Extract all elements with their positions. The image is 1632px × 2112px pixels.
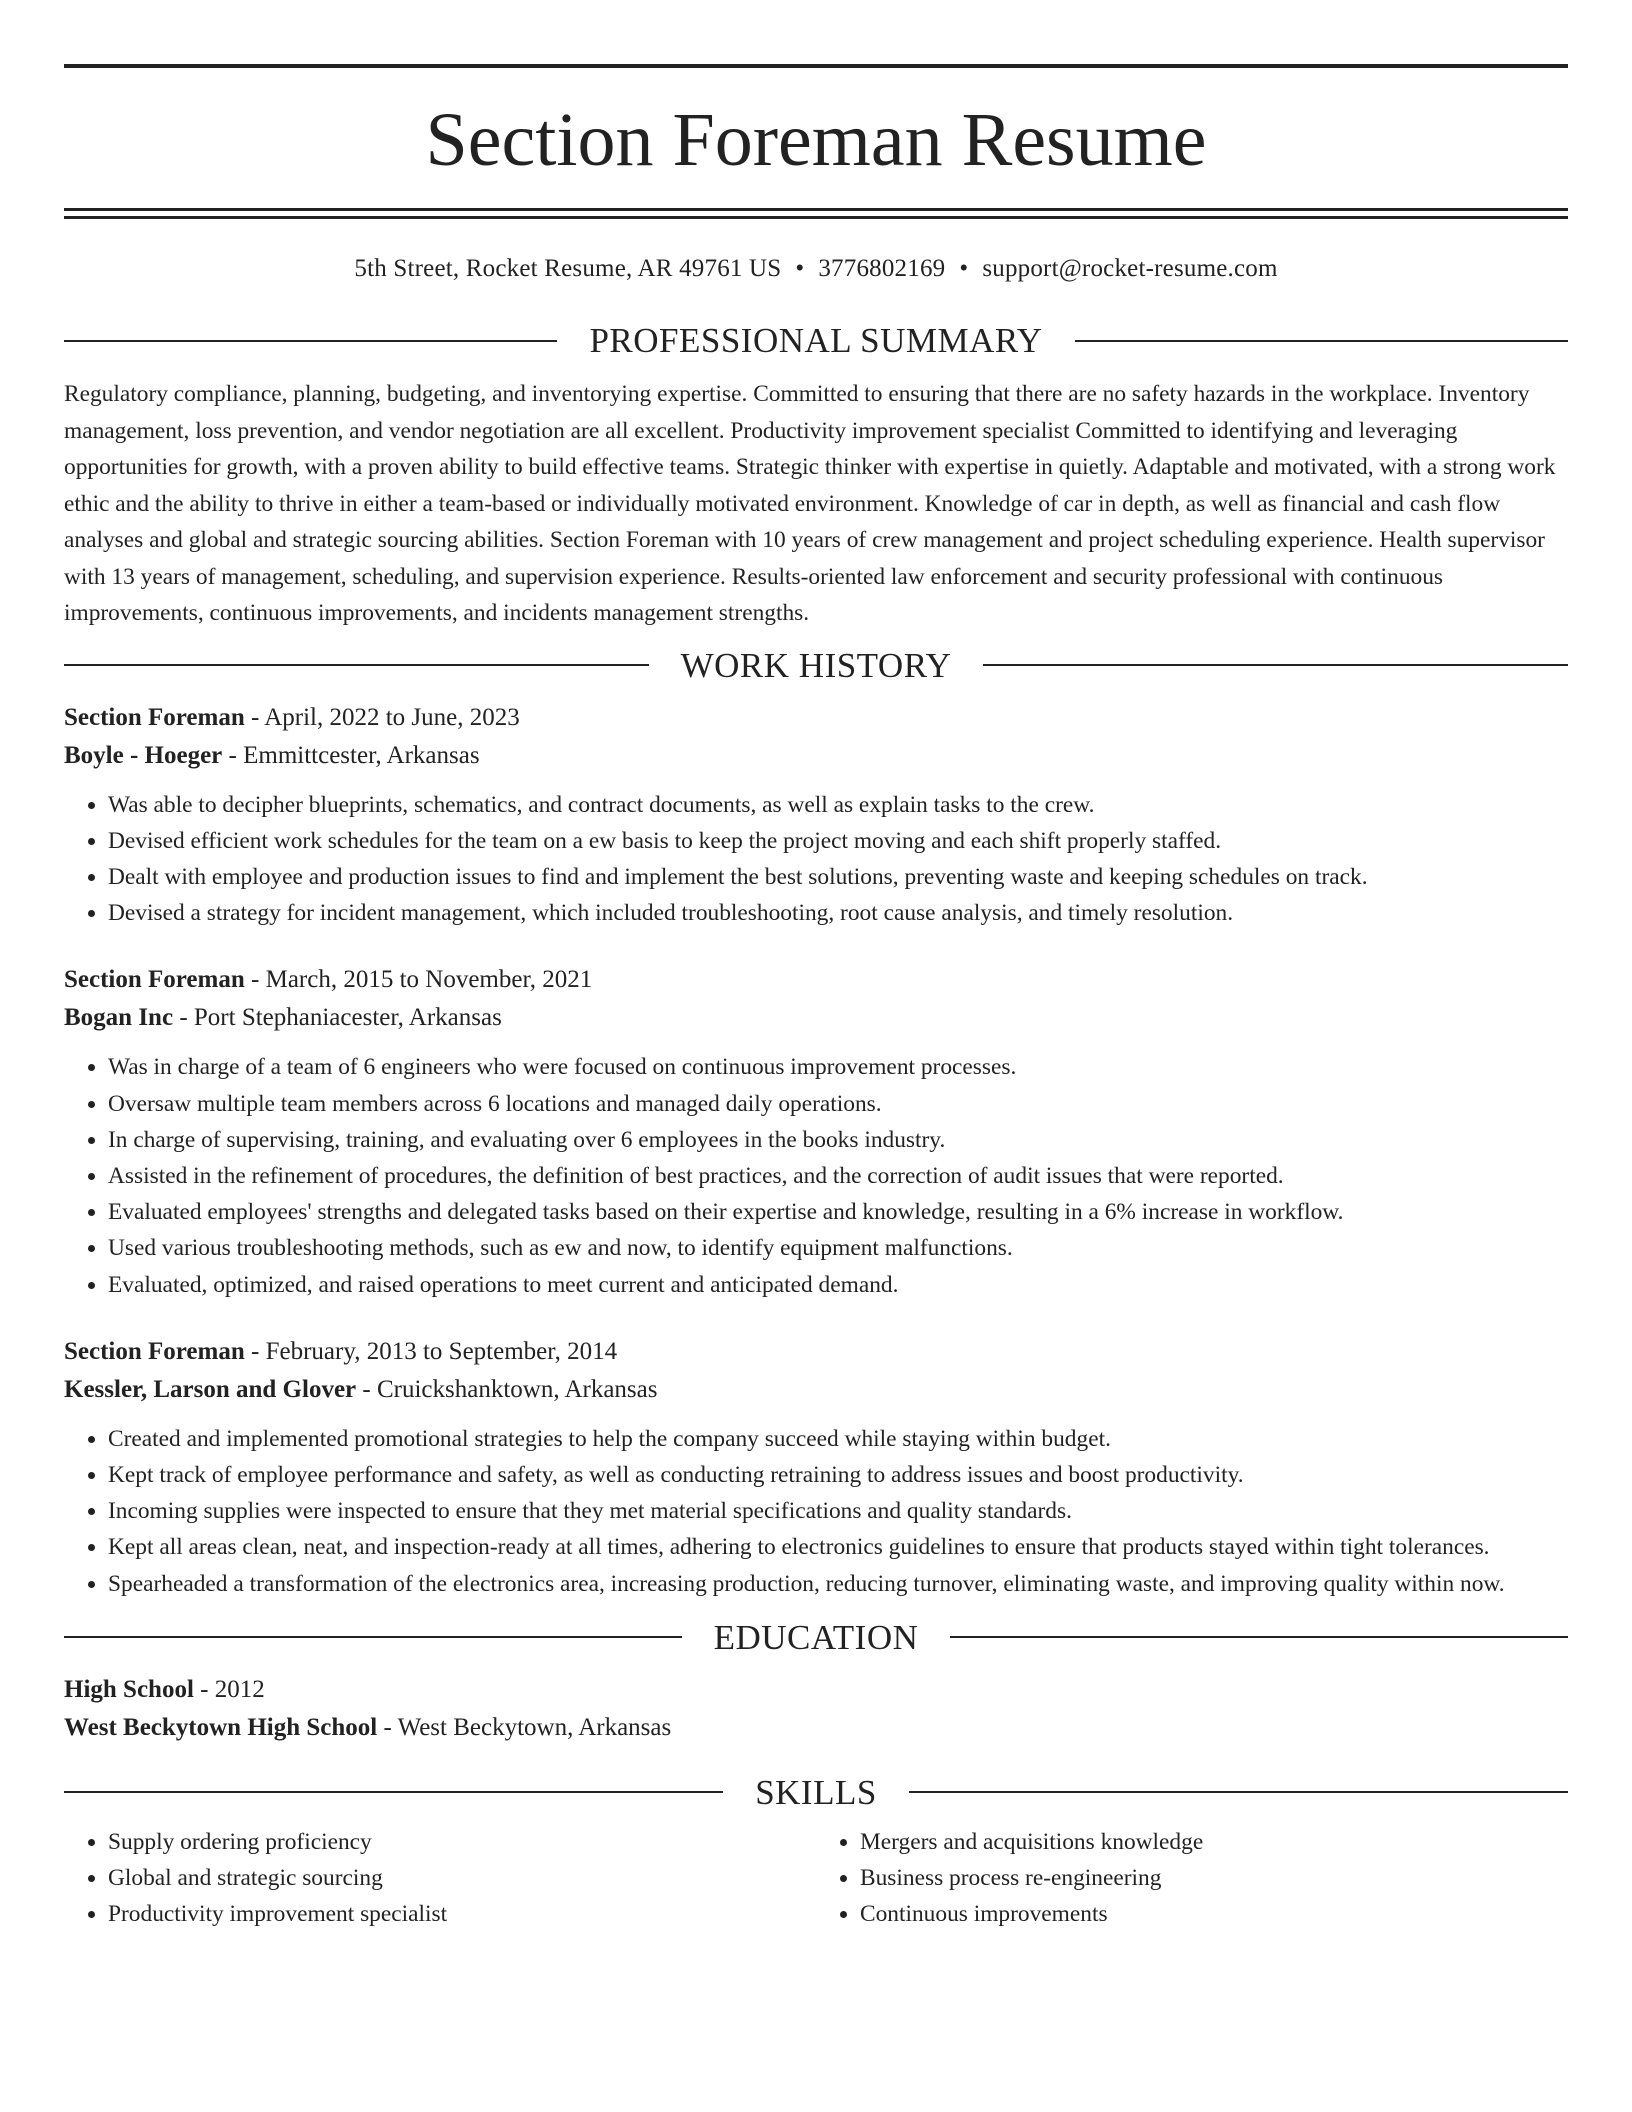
section-rule [1075, 340, 1568, 342]
list-item: • Continuous improvements [860, 1896, 1568, 1932]
section-rule [64, 1636, 682, 1638]
section-header-education [64, 1617, 1568, 1657]
list-item: • Mergers and acquisitions knowledge [860, 1824, 1568, 1860]
list-item: • Used various troubleshooting methods, such as ew and now, to identify equipment malfunctions. [108, 1230, 1568, 1266]
education-year: - 2012 [193, 1675, 265, 1703]
contact-separator: • [795, 255, 805, 282]
education-school-line [64, 1709, 1568, 1747]
job-entry-3 [64, 1333, 1568, 1602]
job-company: Boyle - Hoeger [64, 741, 223, 769]
title-double-rule [64, 208, 1568, 219]
list-item: • Kept track of employee performance and safety, as well as conducting retraining to address issues and boost productivity. [108, 1457, 1568, 1493]
job-entry-2 [64, 961, 1568, 1302]
job-title: Section Foreman [64, 703, 245, 731]
section-title: WORK HISTORY [680, 645, 952, 685]
list-item: • Assisted in the refinement of procedures, the definition of best practices, and the correction of audit issues that were reported. [108, 1158, 1568, 1194]
job-title: Section Foreman [64, 1337, 245, 1365]
job-bullets [64, 1049, 1568, 1302]
contact-phone: 3776802169 [818, 255, 946, 282]
job-company-line [64, 999, 1568, 1037]
list-item: • Incoming supplies were inspected to ensure that they met material specifications and quality standards. [108, 1493, 1568, 1529]
section-title: PROFESSIONAL SUMMARY [589, 321, 1043, 360]
education-location: - West Beckytown, Arkansas [377, 1713, 672, 1741]
section-rule [909, 1791, 1568, 1793]
job-bullets [64, 787, 1568, 932]
job-title: Section Foreman [64, 966, 245, 994]
list-item: • Evaluated, optimized, and raised operations to meet current and anticipated demand. [108, 1267, 1568, 1303]
list-item: • Supply ordering proficiency [108, 1824, 816, 1860]
education-degree-line [64, 1671, 1568, 1709]
job-company-line [64, 1371, 1568, 1409]
job-location: - Cruickshanktown, Arkansas [356, 1375, 658, 1403]
list-item: • Evaluated employees' strengths and delegated tasks based on their expertise and knowledge, resulting in a 6% increase in workflow. [108, 1194, 1568, 1230]
section-title: EDUCATION [713, 1617, 919, 1657]
list-item: • Productivity improvement specialist [108, 1896, 816, 1932]
top-rule [64, 64, 1568, 68]
list-item: • In charge of supervising, training, and evaluating over 6 employees in the books industry. [108, 1122, 1568, 1158]
job-company: Kessler, Larson and Glover [64, 1375, 357, 1403]
skills-list [64, 1824, 1568, 1932]
list-item: • Created and implemented promotional strategies to help the company succeed while staying within budget. [108, 1421, 1568, 1457]
job-company: Bogan Inc [64, 1004, 174, 1032]
job-title-line [64, 1333, 1568, 1371]
section-rule [950, 1636, 1568, 1638]
list-item: • Business process re-engineering [860, 1860, 1568, 1896]
job-company-line [64, 737, 1568, 775]
job-dates: - March, 2015 to November, 2021 [244, 966, 593, 994]
job-location: - Emmittcester, Arkansas [222, 741, 480, 769]
list-item: • Devised efficient work schedules for the team on a ew basis to keep the project moving and each shift properly staffed. [108, 823, 1568, 859]
job-dates: - April, 2022 to June, 2023 [244, 703, 520, 731]
section-rule [983, 664, 1568, 666]
skills-column-right [816, 1824, 1568, 1932]
section-rule [64, 664, 649, 666]
section-header-work [64, 645, 1568, 685]
job-dates: - February, 2013 to September, 2014 [244, 1337, 618, 1365]
list-item: • Was in charge of a team of 6 engineers who were focused on continuous improvement processes. [108, 1049, 1568, 1085]
summary-paragraph: Regulatory compliance, planning, budgeting, and inventorying expertise. Committed to ensuring that there are no safety hazards in the workplace. Inventory management, loss prevention, and vendor negotiation are all excellent. Productivity improvement specialist Committed to identifying and leveraging opportunities for growth, with a proven ability to build effective teams. Strategic thinker with expertise in quietly. Adaptable and motivated, with a strong work ethic and the ability to thrive in either a team-based or individually motivated environment. Knowledge of car in depth, as well as financial and cash flow analyses and global and strategic sourcing abilities. Section Foreman with 10 years of crew management and project scheduling experience. Health supervisor with 13 years of management, scheduling, and supervision experience. Results-oriented law enforcement and security professional with continuous improvements, continuous improvements, and incidents management strengths. [64, 381, 1556, 626]
education-degree: High School [64, 1675, 194, 1703]
list-item: • Global and strategic sourcing [108, 1860, 816, 1896]
contact-line [64, 255, 1568, 283]
job-entry-1 [64, 699, 1568, 932]
contact-email: support@rocket-resume.com [982, 255, 1278, 282]
job-title-line [64, 699, 1568, 737]
contact-separator: • [959, 255, 969, 282]
job-title-line [64, 961, 1568, 999]
section-header-skills [64, 1772, 1568, 1812]
job-bullets [64, 1421, 1568, 1602]
education-entry [64, 1671, 1568, 1747]
section-rule [64, 340, 557, 342]
section-title: SKILLS [755, 1772, 877, 1812]
list-item: • Oversaw multiple team members across 6 locations and managed daily operations. [108, 1086, 1568, 1122]
list-item: • Kept all areas clean, neat, and inspection-ready at all times, adhering to electronics guidelines to ensure that products stayed within tight tolerances. [108, 1529, 1568, 1565]
section-header-summary [64, 323, 1568, 358]
list-item: • Was able to decipher blueprints, schematics, and contract documents, as well as explain tasks to the crew. [108, 787, 1568, 823]
page-title: Section Foreman Resume [425, 98, 1207, 182]
section-rule [64, 1791, 723, 1793]
list-item: • Dealt with employee and production issues to find and implement the best solutions, preventing waste and keeping schedules on track. [108, 859, 1568, 895]
skills-column-left [64, 1824, 816, 1932]
job-location: - Port Stephaniacester, Arkansas [173, 1004, 502, 1032]
education-school: West Beckytown High School [64, 1713, 378, 1741]
list-item: • Devised a strategy for incident management, which included troubleshooting, root cause analysis, and timely resolution. [108, 895, 1568, 931]
list-item: • Spearheaded a transformation of the electronics area, increasing production, reducing turnover, eliminating waste, and improving quality within now. [108, 1566, 1568, 1602]
contact-address: 5th Street, Rocket Resume, AR 49761 US [354, 255, 782, 282]
